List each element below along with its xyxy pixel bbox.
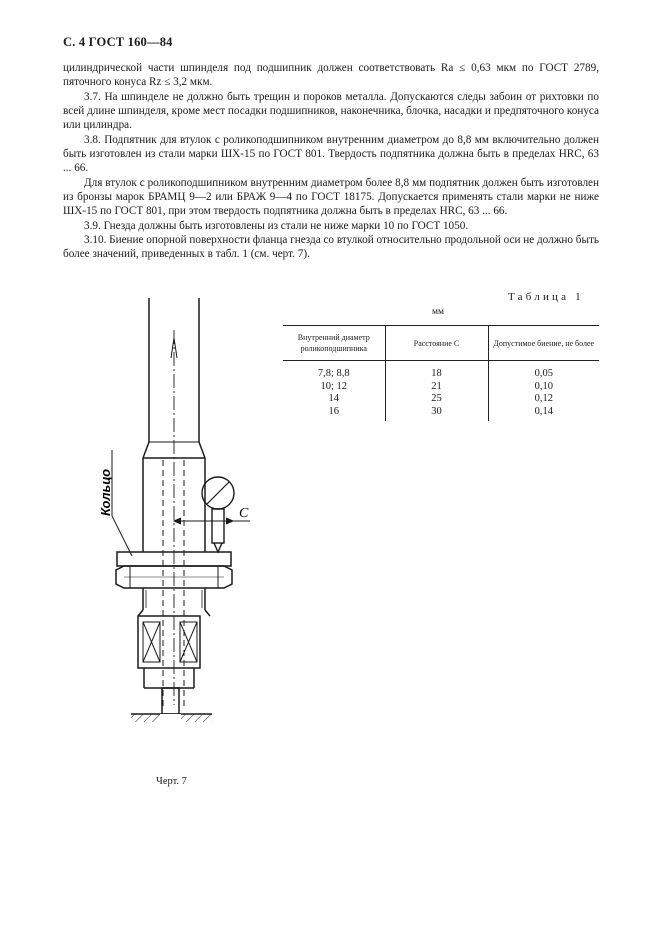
table-header-cell: Внутренний диаметр роликоподшипника — [283, 326, 385, 361]
table-header-cell: Допустимое биение, не более — [488, 326, 599, 361]
table-unit: мм — [432, 307, 445, 317]
table-cell: 0,14 — [488, 406, 599, 422]
table-cell: 0,05 — [488, 361, 599, 381]
support-pin — [131, 688, 212, 714]
table-cell: 0,12 — [488, 393, 599, 406]
table-row — [283, 393, 599, 406]
paragraph: 3.9. Гнезда должны быть изготовлены из стали не ниже марки 10 по ГОСТ 1050. — [84, 219, 469, 232]
table-cell: 18 — [385, 361, 488, 381]
table-cell: 7,8; 8,8 — [317, 368, 350, 379]
paragraph: 3.7. На шпинделе не должно быть трещин и пороков металла. Допускаются следы забоин от рихтовки по всей длине шпинделя, кроме мест посадки подшипников, наконечника, блочка, насадки и предпяточного конуса или цилиндра. — [63, 90, 599, 132]
dimension-c-label: C — [239, 506, 249, 521]
paragraph: 3.8. Подпятник для втулок с роликоподшипником внутренним диаметром до 8,8 мм включительно должен быть изготовлен из стали марки ШХ-15 по ГОСТ 801. Твердость подпятника должна быть в пределах HRC, 63 ... 66. — [63, 133, 599, 175]
table-row — [283, 361, 599, 381]
spindle-drawing — [0, 280, 260, 740]
bearing-housing — [138, 616, 200, 688]
table-header-cell: Расстояние C — [385, 326, 488, 361]
data-table — [283, 325, 599, 421]
table-cell: 25 — [385, 393, 488, 406]
ring-label: Кольцо — [98, 468, 113, 516]
ring-leader — [112, 450, 132, 556]
table-header-row — [283, 326, 599, 361]
figure-caption: Черт. 7 — [156, 776, 187, 787]
page-header: С. 4 ГОСТ 160—84 — [63, 35, 173, 49]
paragraph: 3.10. Биение опорной поверхности фланца гнезда со втулкой относительно продольной оси не должно быть более значений, приведенных в табл. 1 (см. черт. 7). — [63, 234, 600, 261]
table-cell: 16 — [328, 405, 339, 417]
table-cell: 30 — [385, 406, 488, 422]
table-cell: 0,10 — [488, 381, 599, 394]
body-text — [63, 61, 599, 262]
table-title: Таблица 1 — [508, 291, 584, 303]
table-cell: 10; 12 — [320, 380, 348, 392]
table-cell: 14 — [328, 393, 339, 405]
table-row — [283, 406, 599, 422]
paragraph: цилиндрической части шпинделя под подшипник должен соответствовать Ra ≤ 0,63 мкм по ГОСТ 2789, пяточного конуса Rz ≤ 3,2 мкм. — [63, 62, 599, 89]
table-cell: 21 — [385, 381, 488, 394]
dial-indicator — [202, 477, 234, 552]
paragraph: Для втулок с роликоподшипником внутренним диаметром более 8,8 мм подпятник должен быть изготовлен из бронзы марок БРАМЦ 9—2 или БРАЖ 9—4 по ГОСТ 18175. Допускается применять стали марки не ниже ШХ-15 по ГОСТ 801, при этом твердость подпятника должна быть в пределах HRC, 63 ... 66. — [63, 176, 599, 218]
table-row — [283, 381, 599, 394]
